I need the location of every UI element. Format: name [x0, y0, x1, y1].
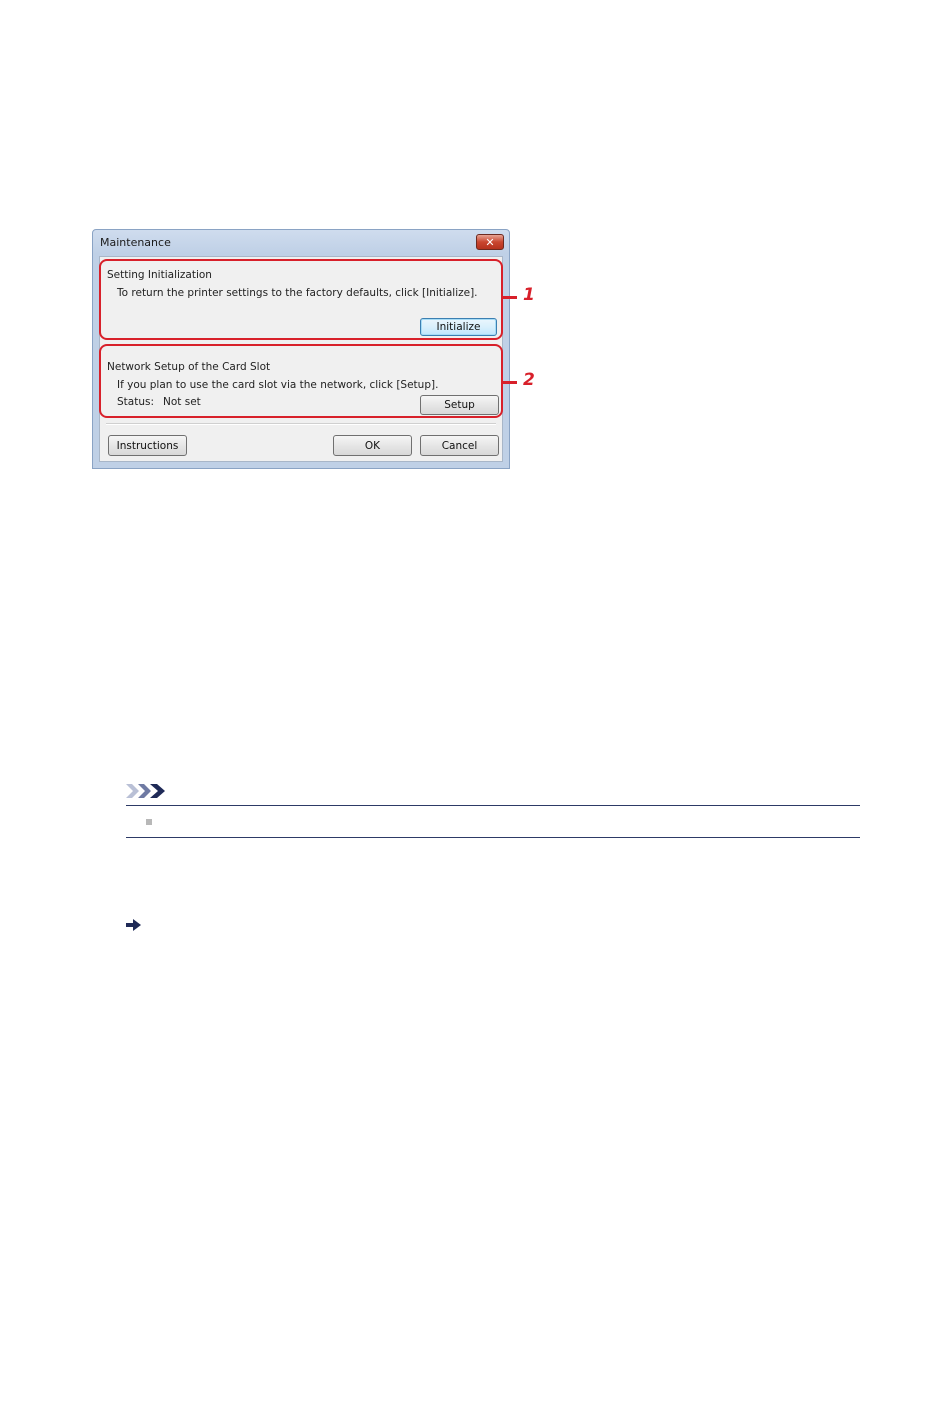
footer-separator: [106, 423, 496, 425]
ok-button-label: OK: [364, 439, 381, 452]
initialize-button-label: Initialize: [436, 321, 481, 333]
callout-box-2: [99, 344, 503, 418]
bullet-square-icon: [146, 819, 152, 825]
setup-button-label: Setup: [444, 399, 475, 411]
status-label: Status:: [117, 396, 154, 408]
callout-line-1: [503, 296, 517, 299]
close-icon: ✕: [485, 235, 495, 249]
setting-initialization-heading: Setting Initialization: [107, 269, 212, 281]
callout-line-2: [503, 381, 517, 384]
ok-button[interactable]: [333, 435, 412, 456]
close-button[interactable]: [476, 234, 504, 250]
callout-box-1: [99, 259, 503, 340]
card-slot-heading: Network Setup of the Card Slot: [107, 361, 271, 373]
dialog-title: Maintenance: [100, 236, 171, 249]
instructions-button-label: Instructions: [116, 439, 179, 452]
arrow-right-icon[interactable]: [126, 918, 142, 932]
status-value: Not set: [163, 396, 201, 408]
dialog-titlebar[interactable]: [93, 230, 509, 256]
instructions-button[interactable]: [108, 435, 187, 456]
callout-number-2: 2: [523, 370, 535, 390]
cancel-button[interactable]: [420, 435, 499, 456]
setting-initialization-description: To return the printer settings to the factory defaults, click [Initialize].: [117, 287, 478, 299]
callout-number-1: 1: [523, 285, 535, 305]
card-slot-description: If you plan to use the card slot via the network, click [Setup].: [117, 379, 439, 391]
note-chevrons-icon: [126, 782, 174, 800]
cancel-button-label: Cancel: [441, 439, 478, 452]
note-box: [126, 805, 860, 838]
